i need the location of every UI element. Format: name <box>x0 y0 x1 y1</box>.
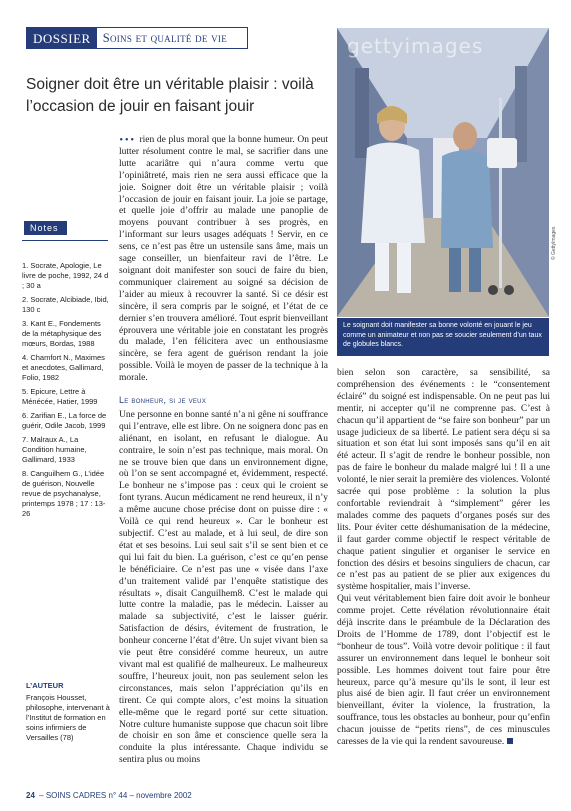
photo-credit: © GettyImages <box>551 226 557 260</box>
photo-caption: Le soignant doit manifester sa bonne volonté en jouant le jeu comme un animateur et non pas se soucier seulement d’un taux de globules blancs. <box>337 318 549 356</box>
body-paragraph-intro <box>119 135 328 385</box>
page-footer <box>26 791 192 800</box>
notes-divider <box>22 240 108 241</box>
issue-info: – SOINS CADRES n° 44 – novembre 2002 <box>39 791 192 800</box>
lead-bullets: ••• <box>119 136 136 144</box>
section-subheading: Le bonheur, si je veux <box>119 395 207 406</box>
body-paragraph: Une personne en bonne santé n’a ni gêne ni souffrance qui l’entrave, elle est libre. On ne soignera donc pas en aliénant, en isolant, en refusant le dialogue. Au contraire, le soin n’est pas technique, mais moral. On ne se trouve bien que dans un environnement digne, où l’on se sent accompagné et, évidemment, respecté. Le bonheur ne s’impose pas : ceux qui le croient se font tyrans. Aucun médicament ne rend heureux, il n’y a même aucune chose précise dont on puisse dire : « Voilà ce qui rend heureux ». Car le bonheur est subjectif. C’est au malade, et à lui seul, de dire son état et ses besoins. Lui seul sait s’il se sent bien et ce qui lui fait du bien. La guérison, c’est ce qu’en pense le bénéficiaire. Ce n’est pas une « visée dans l’axe d’un traitement validé par l’enquête statistique des résultats », disait Canguilhem8. C’est le malade qui lutte contre la maladie, pas le médecin. Laisser au malade sa subjectivité, c’est le laisser guérir. Satisfaction de désirs, évitement de frustration, le bonheur concerne l’état d’être. Un sujet vivant bien sa vie peut être considéré comme heureux, un autre vivant mal est qualifié de malheureux. Le malheureux souffre, l’heureux jouit, non pas seulement selon les circonstances, mais selon l’appréciation qu’ils en tirent. Ce qui compte alors, c’est moins la situation elle-même que le regard porté sur cette situation. Notre culture humaniste suppose que chacun soit libre de choisir en son âme et conscience quelle sera la conduite la plus intéressante. Chaque individu se sentira plus ou moins <box>119 409 328 766</box>
note-item: 3. Kant E., Fondements de la métaphysique des mœurs, Bordas, 1988 <box>22 319 102 348</box>
note-item: 2. Socrate, Alcibiade, Ibid, 130 c <box>22 295 109 314</box>
section-title: Soins et qualité de vie <box>102 31 228 45</box>
end-of-article-mark <box>507 738 513 744</box>
body-paragraph: bien selon son caractère, sa sensibilité, sa compréhension des événements : le “consentement éclairé” du soigné est indispensable. On ne peut pas lui mentir, ni accepter qu’il ne comprenne pas. C’est à chacun qu’il appartient de “se faire son bonheur” par un usage judicieux de sa liberté. Le patient sera déçu si sa situation et son état lui sont imposés sans qu’il en ait été acteur. Il s’agit de rendre le bonheur possible, non pas de faire le bonheur du malade malgré lui ! Il a une volonté, le nier serait la première des violences. Volonté sacrée qui pose problème : la solution la plus confortable reviendrait à “simplement” gérer les malades comme des paquets d’organes posés sur des lits. Pour éviter cette déshumanisation de la médecine, il faut garder comme objectif le respect véritable de chaque patient singulier et organiser le service en fonction des désirs et besoins singuliers de chacun, car ce n’est pas au patient de se plier aux exigences du système hospitalier, mais l’inverse. <box>337 368 550 593</box>
notes-title: Notes <box>24 221 67 235</box>
note-item: 7. Malraux A., La Condition humaine, Gallimard, 1933 <box>22 435 87 464</box>
section-banner <box>26 27 248 49</box>
note-item: 6. Zarifian E., La force de guérir, Odile Jacob, 1999 <box>22 411 107 430</box>
corridor-photo-illustration <box>337 28 549 317</box>
author-bio: François Housset, philosophe, intervenant à l’Institut de formation en soins infirmiers de Versailles (78) <box>26 693 110 742</box>
note-item: 8. Canguilhem G., L’idée de guérison, Nouvelle revue de psychanalyse, printemps 1978 ; 17 : 13-26 <box>22 469 106 518</box>
note-item: 4. Chamfort N., Maximes et anecdotes, Gallimard, Folio, 1982 <box>22 353 105 382</box>
note-item: 1. Socrate, Apologie, Le livre de poche, 1992, 24 d ; 30 a <box>22 261 109 290</box>
article-column-1 <box>119 135 328 767</box>
photo-watermark: gettyimages <box>347 34 484 58</box>
note-item: 5. Epicure, Lettre à Ménécée, Hatier, 1999 <box>22 387 98 406</box>
page-number: 24 <box>26 791 35 800</box>
dossier-tag: DOSSIER <box>27 28 97 48</box>
author-box <box>26 681 114 743</box>
body-paragraph-final <box>337 594 550 749</box>
final-text: Qui veut véritablement bien faire doit avoir le bonheur comme projet. Cette révélation révolutionnaire était déjà inscrite dans le préambule de la Déclaration des Droits de l’Homme de 1789, dont l’objectif est le “bonheur de tous”. Voilà votre devoir politique : il faut assurer un environnement dans lequel le bonheur soit possible. Les hommes doivent tout faire pour être heureux, parce qu’à mesure qu’ils le sont, il leur est plus aisé de bien agir. Il faut créer un environnement bienveillant, éviter la violence, la frustration, la souffrance, tous les obstacles au bonheur, pour qu’enfin chacun jouisse de “petits riens”, de ces minuscules caresses de la vie qui la rendent savoureuse. <box>337 594 550 748</box>
intro-text: rien de plus moral que la bonne humeur. On peut lutter résolument contre le mal, se sacrifier dans une lutte acariâtre qui n’aura comme vertu que l’opiniâtreté, mais rien ne sera aussi efficace que la joie. Soigner doit être un véritable plaisir ; voilà l’occasion de jouir en faisant jouir. La joie se partage, et quelle joie d’offrir au malade une panoplie de moyens pouvant contribuer à ses progrès, en l’informant sur leurs usages adéquats ! Servir, en ce sens, ce n’est pas être un ustensile sans âme, mais un sage conseiller, un bienfaiteur ravi de l’être. Le soignant doit manifester son souci de faire du bien, communiquer clairement au soigné sa décision de l’aider au mieux à recouvrer la santé. Si ce désir est sincère, il sera compris par le soigné, et l’état de ce dernier s’en trouvera amélioré. Tout esprit bienveillant éprouvera une véritable joie en constatant les progrès du malade, l’en félicitera avec un enthousiasme sincère, se fera agent de guérison rendant la joie possible. Voilà le moyen de passer de la technique à la morale. <box>119 135 328 384</box>
author-title: L’AUTEUR <box>26 681 64 690</box>
notes-list <box>22 261 110 519</box>
article-column-2 <box>337 368 550 749</box>
article-photo <box>337 28 549 317</box>
article-headline: Soigner doit être un véritable plaisir : voilà l’occasion de jouir en faisant jouir <box>26 76 314 115</box>
notes-sidebar <box>22 218 110 523</box>
